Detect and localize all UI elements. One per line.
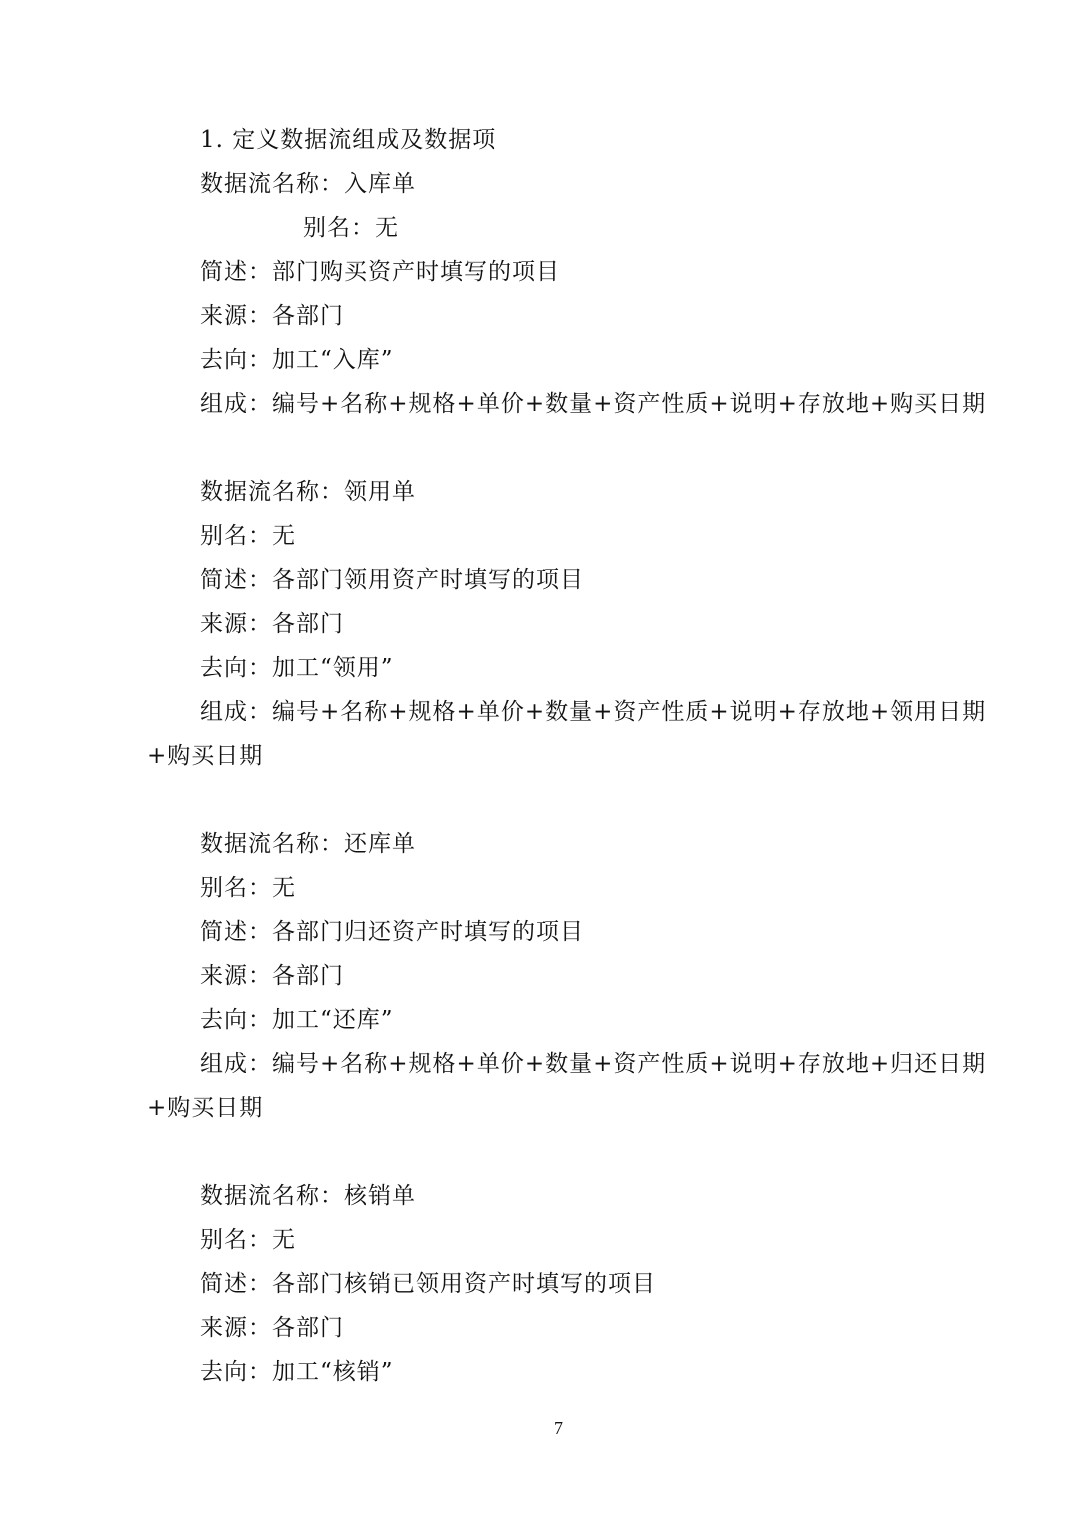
flow-summary: 简述：部门购买资产时填写的项目	[200, 259, 560, 285]
flow-destination: 去向：加工“入库”	[200, 347, 394, 373]
flow-name: 数据流名称：领用单	[200, 479, 416, 505]
flow-summary: 简述：各部门核销已领用资产时填写的项目	[200, 1271, 656, 1297]
flow-composition: 组成：编号+名称+规格+单价+数量+资产性质+说明+存放地+归还日期	[200, 1051, 987, 1077]
flow-composition: 组成：编号+名称+规格+单价+数量+资产性质+说明+存放地+领用日期	[200, 699, 987, 725]
flow-name: 数据流名称：核销单	[200, 1183, 416, 1209]
flow-alias: 别名：无	[200, 1227, 296, 1253]
flow-composition: 组成：编号+名称+规格+单价+数量+资产性质+说明+存放地+购买日期	[200, 391, 987, 417]
flow-summary: 简述：各部门归还资产时填写的项目	[200, 919, 584, 945]
flow-composition-continued: +购买日期	[147, 1095, 264, 1121]
section-heading: 1. 定义数据流组成及数据项	[200, 127, 497, 153]
flow-source: 来源：各部门	[200, 611, 344, 637]
flow-source: 来源：各部门	[200, 303, 344, 329]
page-number: 7	[554, 1418, 563, 1438]
flow-alias: 别名：无	[200, 875, 296, 901]
flow-alias: 别名：无	[303, 215, 399, 241]
flow-source: 来源：各部门	[200, 1315, 344, 1341]
flow-source: 来源：各部门	[200, 963, 344, 989]
flow-alias: 别名：无	[200, 523, 296, 549]
flow-destination: 去向：加工“领用”	[200, 655, 394, 681]
flow-destination: 去向：加工“还库”	[200, 1007, 394, 1033]
flow-composition-continued: +购买日期	[147, 743, 264, 769]
flow-name: 数据流名称：还库单	[200, 831, 416, 857]
flow-name: 数据流名称：入库单	[200, 171, 416, 197]
flow-destination: 去向：加工“核销”	[200, 1359, 394, 1385]
flow-summary: 简述：各部门领用资产时填写的项目	[200, 567, 584, 593]
